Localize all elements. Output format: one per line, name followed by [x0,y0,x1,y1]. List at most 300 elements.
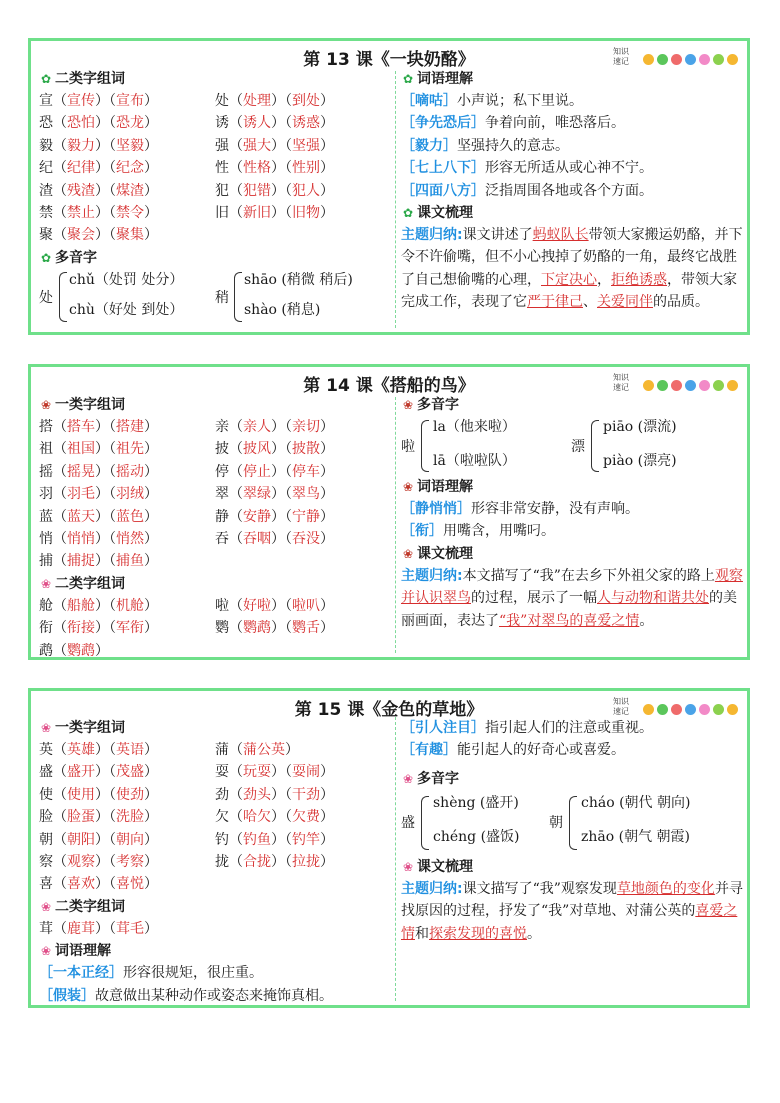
term-definition: 小声说；私下里说。 [457,93,583,109]
char-group [215,506,405,528]
word-text: 鹦鹉 [67,642,95,659]
base-char: 悄 [39,530,53,547]
polyphone-char: 啦 [401,439,415,455]
word-text: 安静 [243,508,271,525]
brace [421,420,429,472]
word-text: 拉拢 [292,853,320,870]
term: ［假装］ [39,987,95,1004]
word-text: 羽毛 [67,486,95,503]
word-item: （考察） [109,853,158,870]
word-text: 喜悦 [116,876,144,893]
word-text: 合拢 [243,853,271,870]
section-heading: ❀ 课文梳理 [401,543,747,565]
word-text: 啦叭 [292,597,320,614]
word-row [39,461,391,483]
base-char: 搭 [39,419,53,435]
word-item: （茸毛） [109,920,158,937]
word-item: （禁令） [109,204,158,221]
term-row [401,135,747,157]
word-text: 诱人 [243,115,271,132]
word-text: 翠鸟 [292,486,320,503]
word-text: 残渣 [67,182,95,199]
word-text: 鹦鹉 [243,620,271,637]
word-item: （安静） [229,508,285,525]
word-item: （到处） [285,93,334,109]
word-item: （亲人） [229,419,285,435]
word-item: （翠绿） [229,486,285,503]
char-group [215,829,405,851]
word-item: （聚集） [109,227,158,244]
word-item: （朝阳） [53,831,109,848]
word-item: （吞咽） [229,530,285,547]
term: ［静悄悄］ [401,501,471,517]
word-text: 犯错 [243,182,271,199]
word-item: （停车） [285,463,334,480]
term-definition: 指引起人们的注意或重视。 [485,720,653,736]
word-text: 羽绒 [116,486,144,503]
summary-text: 主题归纳:课文讲述了蚂蚁队长带领大家搬运奶酪，并下令不许偷嘴，但不小心拽掉了奶酪的一角，最终它战胜了自己想偷嘴的心理，下定决心，拒绝诱惑，带领大家完成工作，表现了它严于律己、关爱同伴的品质。 [401,226,743,311]
word-text: 恐怕 [67,115,95,132]
word-item: （悄悄） [53,530,109,547]
section-heading: ❀ 二类字组词 [39,896,391,918]
base-char: 使 [39,786,53,803]
card-title: 第 13 课《一块奶酪》 [303,50,475,70]
word-item: （蒲公英） [229,742,299,758]
word-item: （喜悦） [109,876,158,893]
base-char: 摇 [39,463,53,480]
reading-a: shāo (稍微 稍后) [244,271,353,288]
char-group [39,918,215,940]
word-text: 悄然 [116,530,144,547]
tulip-icon: ❀ [40,899,52,914]
base-char: 宣 [39,93,53,109]
word-item: （宁静） [285,508,334,525]
word-text: 宣传 [67,93,95,109]
word-item: （机舱） [109,597,158,614]
badge-label: 知识 速记 [613,697,629,716]
reading-b: piào (漂亮) [603,453,677,469]
tulip-icon: ❀ [402,771,414,786]
base-char: 禁 [39,204,53,221]
word-text: 毅力 [67,137,95,154]
term: ［一本正经］ [39,965,123,982]
term-definition: 形容非常安静，没有声响。 [471,501,639,517]
word-text: 捕鱼 [116,553,144,570]
word-text: 好啦 [243,597,271,614]
word-text: 朝阳 [67,831,95,848]
word-item: （纪念） [109,160,158,177]
term-definition: 形容无所适从或心神不宁。 [485,160,653,177]
word-item: （喜欢） [53,876,109,893]
brace [591,420,599,472]
word-text: 钓竿 [292,831,320,848]
word-text: 性别 [292,160,320,177]
word-text: 哈欠 [243,809,271,826]
base-char: 亲 [215,419,229,435]
word-item: （停止） [229,463,285,480]
char-group [39,595,215,617]
term-definition: 能引起人的好奇心或喜爱。 [457,742,625,759]
word-text: 欠费 [292,809,320,826]
term-row [401,90,747,112]
term: ［争先恐后］ [401,115,485,132]
word-text: 聚集 [116,227,144,244]
term-definition: 故意做出某种动作或姿态来掩饰真相。 [95,987,333,1004]
base-char: 鹦 [215,620,229,637]
reading-b: lā（啦啦队） [433,453,516,469]
word-text: 劲头 [243,786,271,803]
term: ［引人注目］ [401,720,485,736]
word-row [39,640,391,662]
word-item: （拉拢） [285,853,334,870]
base-char: 处 [215,93,229,109]
word-row [39,202,391,224]
polyphone-char: 漂 [571,439,585,455]
char-group [215,438,405,460]
section-heading: ✿ 二类字组词 [39,68,391,90]
term: ［嘀咕］ [401,93,457,109]
grass-icon: ✿ [40,72,52,86]
word-item: （茂盛） [109,764,158,781]
word-item: （欠费） [285,809,334,826]
term-definition: 争着向前，唯恐落后。 [485,115,625,132]
word-text: 坚强 [292,137,320,154]
brace [421,796,429,850]
word-item: （脸蛋） [53,809,109,826]
word-text: 鹿茸 [67,920,95,937]
base-char: 蓝 [39,508,53,525]
word-row [39,135,391,157]
tulip-icon: ❀ [40,944,52,959]
char-group [215,528,405,550]
base-char: 拢 [215,853,229,870]
char-group [39,829,215,851]
word-text: 英雄 [67,742,95,758]
word-text: 禁止 [67,204,95,221]
knowledge-badge [613,46,741,70]
char-group [215,157,405,179]
char-group [39,483,215,505]
base-char: 盛 [39,764,53,781]
char-group [39,873,215,895]
base-char: 劲 [215,786,229,803]
grass-icon: ✿ [40,250,52,265]
term-definition: 用嘴含，用嘴叼。 [443,523,555,540]
word-item: （诱惑） [285,115,334,132]
term-row [401,520,747,542]
brace [234,272,242,322]
base-char: 纪 [39,160,53,177]
word-item: （性别） [285,160,334,177]
badge-label: 知识 速记 [613,373,629,392]
base-char: 披 [215,441,229,458]
word-item: （强大） [229,137,285,154]
char-group [39,180,215,202]
word-item: （干劲） [285,786,334,803]
base-char: 喜 [39,876,53,893]
word-row [39,918,391,940]
base-char: 强 [215,137,229,154]
word-item: （蓝天） [53,508,109,525]
word-text: 考察 [116,853,144,870]
base-char: 茸 [39,920,53,937]
left-column [39,717,391,1007]
word-text: 朝向 [116,831,144,848]
reading-b: shào (稍息) [244,301,321,318]
reading-a: shèng (盛开) [433,794,519,811]
char-group [215,761,405,783]
term-row [401,498,747,520]
summary-text: 主题归纳:课文描写了“我”观察发现草地颜色的变化并寻找原因的过程，抒发了“我”对草地、对蒲公英的喜爱之情和探索发现的喜悦。 [401,880,743,942]
term-row [401,112,747,134]
char-group [215,851,405,873]
term-row [401,157,747,179]
word-item: （使用） [53,786,109,803]
word-row [39,873,391,895]
word-item: （残渣） [53,182,109,199]
word-text: 祖先 [116,441,144,458]
word-item: （犯错） [229,182,285,199]
char-group [215,617,405,639]
word-item: （搭车） [53,419,109,435]
word-item: （使劲） [109,786,158,803]
lesson-card-15 [28,688,750,1008]
term: ［毅力］ [401,137,457,154]
char-group [39,851,215,873]
summary-text: 主题归纳:本文描写了“我”在去乡下外祖父家的路上观察并认识翠鸟的过程，展示了一幅人与动物和谐共处的美丽画面，表达了“我”对翠鸟的喜爱之情。 [401,567,743,629]
word-text: 到处 [292,93,320,109]
word-item: （亲切） [285,419,334,435]
word-item: （聚会） [53,227,109,244]
base-char: 渣 [39,182,53,199]
char-group [215,739,405,761]
word-text: 新旧 [243,204,271,221]
word-item: （观察） [53,853,109,870]
word-text: 诱惑 [292,115,320,132]
char-group [215,784,405,806]
word-text: 坚毅 [116,137,144,154]
word-row [39,506,391,528]
word-item: （吞没） [285,530,334,547]
reading-b: chù（好处 到处） [69,301,184,318]
word-item: （哈欠） [229,809,285,826]
base-char: 静 [215,508,229,525]
char-group [215,135,405,157]
word-text: 性格 [243,160,271,177]
polyphone-char: 处 [39,289,53,306]
word-row [39,112,391,134]
word-row [39,483,391,505]
word-item: （鹦鹉） [53,642,109,659]
word-text: 聚会 [67,227,95,244]
base-char: 捕 [39,553,53,570]
char-group [39,112,215,134]
base-char: 英 [39,742,53,758]
word-row [39,180,391,202]
word-text: 翠绿 [243,486,271,503]
badge-label: 知识 速记 [613,47,629,66]
word-item: （鹦舌） [285,620,334,637]
word-text: 盛开 [67,764,95,781]
word-text: 玩耍 [243,764,271,781]
word-item: （新旧） [229,204,285,221]
tulip-icon: ❀ [40,721,52,735]
char-group [215,483,405,505]
reading-b: chéng (盛饭) [433,828,520,845]
word-item: （宣传） [53,93,109,109]
section-heading: ✿ 课文梳理 [401,202,747,224]
word-text: 祖国 [67,441,95,458]
word-text: 搭建 [116,419,144,435]
word-row [39,784,391,806]
char-group [39,506,215,528]
word-item: （披风） [229,441,285,458]
polyphone-char: 稍 [215,289,229,306]
right-column [401,394,747,632]
base-char: 钓 [215,831,229,848]
word-text: 摇动 [116,463,144,480]
flower-icon: ❀ [402,546,414,561]
term-definition: 泛指周围各地或各个方面。 [485,182,653,199]
char-group [39,461,215,483]
base-char: 祖 [39,441,53,458]
word-text: 禁令 [116,204,144,221]
word-text: 搭车 [67,419,95,435]
word-item: （毅力） [53,137,109,154]
char-group [39,784,215,806]
word-text: 鹦舌 [292,620,320,637]
lesson-card-14 [28,364,750,660]
word-text: 船舱 [67,597,95,614]
word-item: （纪律） [53,160,109,177]
base-char: 犯 [215,182,229,199]
tulip-icon: ❀ [402,859,414,874]
base-char: 旧 [215,204,229,221]
word-text: 军衔 [116,620,144,637]
term-row [39,962,391,984]
word-text: 停止 [243,463,271,480]
term: ［七上八下］ [401,160,485,177]
reading-a: la（他来啦） [433,419,516,435]
word-text: 摇晃 [67,463,95,480]
word-text: 使用 [67,786,95,803]
char-group [39,438,215,460]
word-item: （犯人） [285,182,334,199]
char-group [39,640,215,662]
base-char: 朝 [39,831,53,848]
char-group [215,202,405,224]
word-item: （军衔） [109,620,158,637]
word-row [39,617,391,639]
knowledge-badge [613,372,741,396]
word-text: 亲人 [243,419,271,435]
word-item: （耍闹） [285,764,334,781]
char-group [39,416,215,438]
word-text: 耍闹 [292,764,320,781]
word-text: 纪念 [116,160,144,177]
word-text: 披风 [243,441,271,458]
term-row [401,180,747,202]
word-item: （性格） [229,160,285,177]
word-text: 吞咽 [243,530,271,547]
section-heading: ❀ 多音字 [401,768,747,790]
word-item: （恐龙） [109,115,158,132]
polyphone-group [401,790,747,856]
word-item: （合拢） [229,853,285,870]
term-definition: 形容很规矩，很庄重。 [123,965,263,982]
word-item: （蓝色） [109,508,158,525]
term-definition: 坚强持久的意志。 [457,137,569,154]
word-row [39,157,391,179]
flower-icon: ❀ [402,480,414,494]
word-item: （翠鸟） [285,486,334,503]
word-text: 纪律 [67,160,95,177]
reading-b: zhāo (朝气 朝霞) [581,828,690,845]
base-char: 欠 [215,809,229,826]
word-item: （祖先） [109,441,158,458]
word-item: （朝向） [109,831,158,848]
term: ［衔］ [401,523,443,540]
word-row [39,595,391,617]
grass-icon: ✿ [402,72,414,86]
term: ［四面八方］ [401,182,485,199]
word-text: 钓鱼 [243,831,271,848]
word-text: 蒲公英 [243,742,285,758]
char-group [39,90,215,112]
left-column [39,394,391,662]
section-heading: ❀ 二类字组词 [39,573,391,595]
word-row [39,851,391,873]
word-item: （悄然） [109,530,158,547]
word-text: 茸毛 [116,920,144,937]
word-item: （捕鱼） [109,553,158,570]
word-item: （恐怕） [53,115,109,132]
word-text: 处理 [243,93,271,109]
term-row [401,739,747,761]
word-text: 旧物 [292,204,320,221]
flower-icon: ❀ [40,576,52,591]
word-text: 脸蛋 [67,809,95,826]
word-row [39,806,391,828]
word-text: 强大 [243,137,271,154]
word-item: （劲头） [229,786,285,803]
char-group [39,528,215,550]
term-row [39,985,391,1007]
word-item: （盛开） [53,764,109,781]
word-text: 英语 [116,742,144,758]
word-item: （旧物） [285,204,334,221]
polyphone-char: 盛 [401,814,415,831]
word-text: 吞没 [292,530,320,547]
base-char: 停 [215,463,229,480]
word-text: 蓝色 [116,508,144,525]
word-text: 蓝天 [67,508,95,525]
word-item: （禁止） [53,204,109,221]
reading-a: cháo (朝代 朝向) [581,794,691,811]
card-title: 第 15 课《金色的草地》 [294,700,484,720]
word-text: 机舱 [116,597,144,614]
word-row [39,416,391,438]
char-group [215,416,405,438]
word-row [39,739,391,761]
word-row [39,550,391,572]
word-item: （宣布） [109,93,158,109]
right-column [401,717,747,945]
section-heading: ❀ 词语理解 [39,940,391,962]
char-group [39,761,215,783]
word-item: （鹦鹉） [229,620,285,637]
base-char: 翠 [215,486,229,503]
